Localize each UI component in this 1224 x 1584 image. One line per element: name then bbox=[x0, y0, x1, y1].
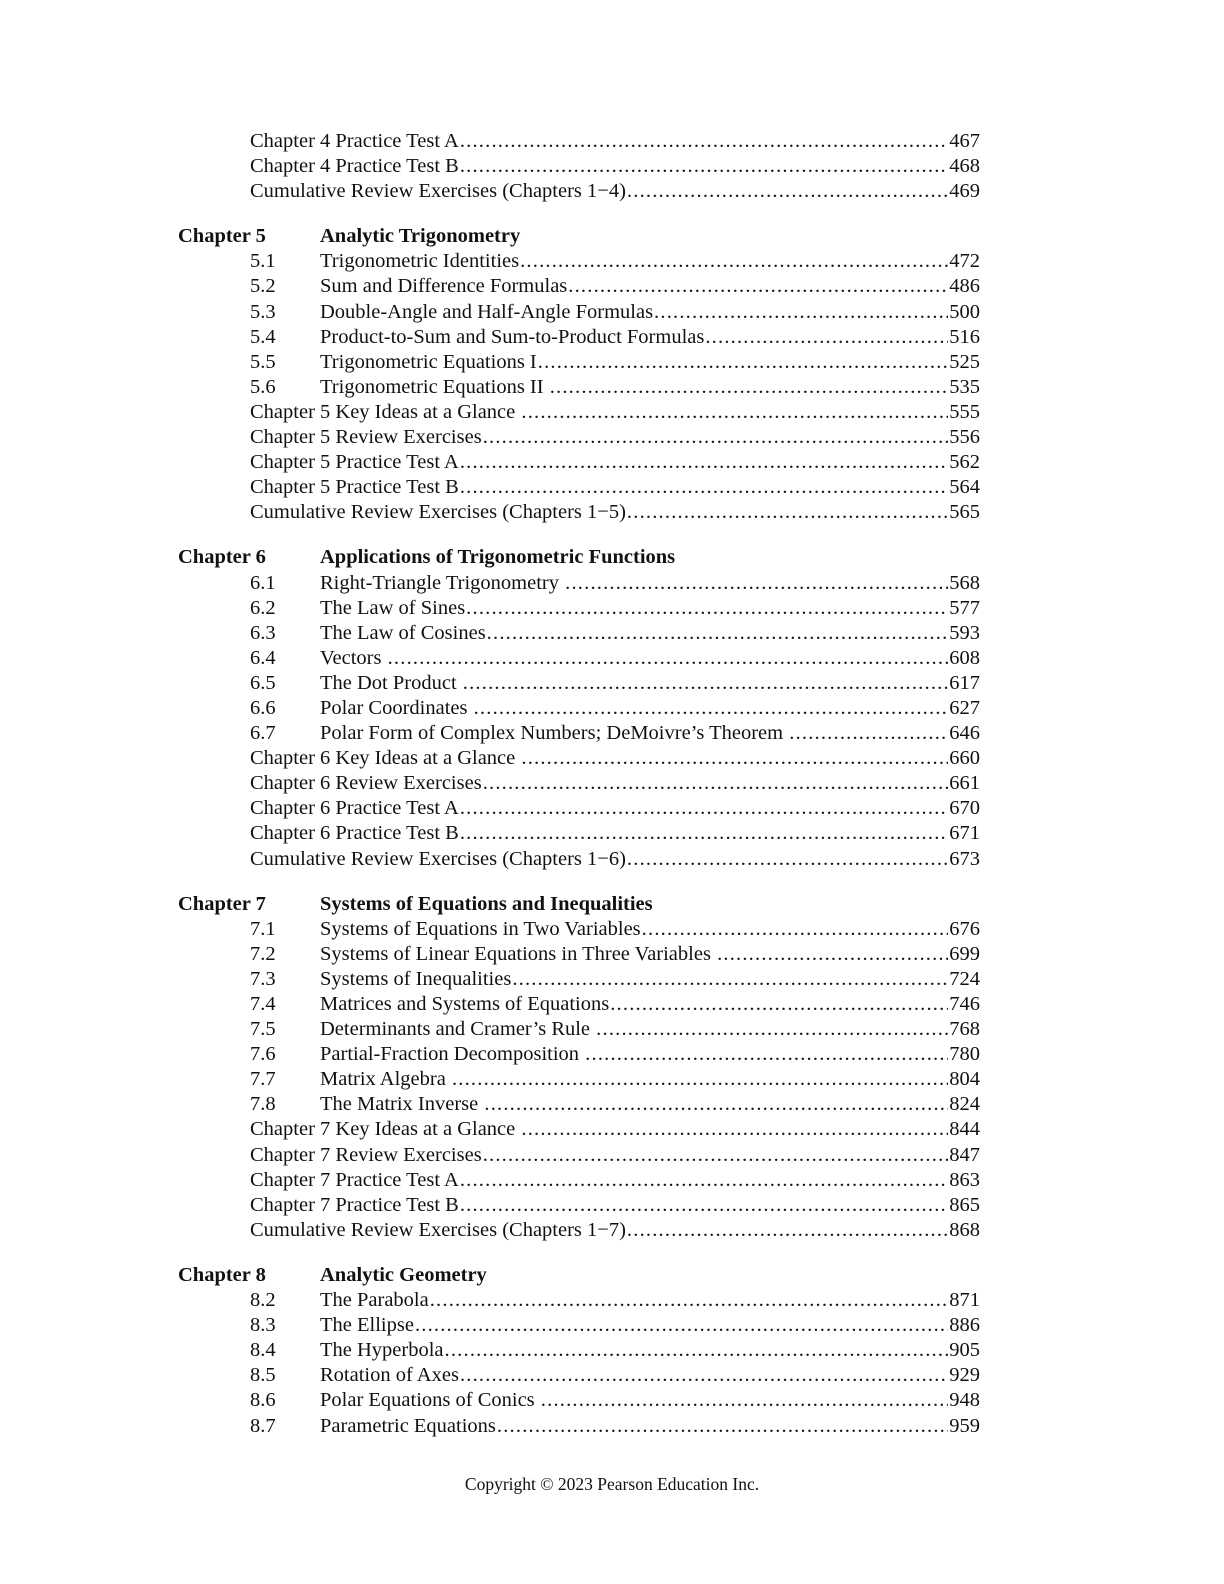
entry-title[interactable]: Chapter 4 Practice Test A bbox=[250, 130, 459, 152]
toc-entry[interactable] bbox=[178, 917, 980, 942]
dot-leader bbox=[415, 1313, 948, 1338]
toc-entry[interactable] bbox=[178, 646, 980, 671]
page-number[interactable]: 661 bbox=[949, 772, 980, 795]
page-number[interactable]: 959 bbox=[949, 1414, 980, 1437]
page-number[interactable]: 577 bbox=[949, 596, 980, 619]
section-number: 6.6 bbox=[250, 696, 276, 719]
dot-leader bbox=[484, 1092, 948, 1117]
page-number[interactable]: 865 bbox=[949, 1193, 980, 1216]
toc-entry[interactable] bbox=[178, 1193, 980, 1218]
entry-title[interactable]: The Law of Sines bbox=[320, 596, 466, 619]
dot-leader bbox=[388, 646, 949, 671]
dot-leader bbox=[445, 1338, 949, 1363]
toc-entry[interactable] bbox=[178, 1067, 980, 1092]
section-number: 5.3 bbox=[250, 300, 276, 323]
toc-entry[interactable] bbox=[178, 475, 980, 500]
page-number[interactable]: 608 bbox=[949, 646, 980, 669]
dot-leader bbox=[789, 721, 948, 746]
toc-entry[interactable] bbox=[178, 249, 980, 274]
entry-title[interactable]: The Dot Product bbox=[320, 671, 462, 694]
entry-title[interactable]: Right-Triangle Trigonometry bbox=[320, 571, 565, 594]
dot-leader bbox=[497, 1414, 948, 1439]
page-number[interactable]: 724 bbox=[949, 967, 980, 990]
dot-leader bbox=[483, 425, 949, 450]
entry-title[interactable]: Trigonometric Equations II bbox=[320, 375, 549, 398]
page-number[interactable]: 468 bbox=[949, 155, 980, 178]
section-number: 8.6 bbox=[250, 1389, 276, 1412]
toc-entry[interactable] bbox=[178, 796, 980, 821]
page-number[interactable]: 676 bbox=[949, 917, 980, 940]
dot-leader bbox=[460, 796, 948, 821]
dot-leader bbox=[520, 249, 948, 274]
page-number[interactable]: 671 bbox=[949, 822, 980, 845]
chapter-label: Chapter 5 bbox=[178, 225, 266, 248]
toc-entry[interactable] bbox=[178, 129, 980, 154]
table-of-contents bbox=[178, 129, 980, 1439]
page-number[interactable]: 948 bbox=[949, 1389, 980, 1412]
page-number[interactable]: 486 bbox=[949, 275, 980, 298]
entry-title[interactable]: Matrix Algebra bbox=[320, 1068, 451, 1091]
dot-leader bbox=[550, 375, 949, 400]
entry-title[interactable]: Chapter 6 Practice Test B bbox=[250, 822, 459, 845]
toc-entry[interactable] bbox=[178, 1143, 980, 1168]
dot-leader bbox=[430, 1288, 949, 1313]
entry-title[interactable]: Chapter 7 Review Exercises bbox=[250, 1143, 482, 1166]
toc-entry[interactable] bbox=[178, 325, 980, 350]
dot-leader bbox=[460, 1363, 948, 1388]
dot-leader bbox=[460, 1168, 948, 1193]
section-number: 6.5 bbox=[250, 671, 276, 694]
page-number[interactable]: 593 bbox=[949, 621, 980, 644]
section-number: 7.4 bbox=[250, 993, 276, 1015]
chapter-label: Chapter 6 bbox=[178, 546, 266, 569]
section-number: 7.5 bbox=[250, 1018, 276, 1041]
entry-title[interactable]: Chapter 7 Practice Test A bbox=[250, 1168, 459, 1191]
chapter-heading bbox=[178, 892, 980, 917]
section-number: 8.2 bbox=[250, 1289, 276, 1312]
toc-entry[interactable] bbox=[178, 1313, 980, 1338]
entry-title[interactable]: Systems of Equations in Two Variables bbox=[320, 917, 641, 940]
chapter-title: Analytic Geometry bbox=[320, 1263, 487, 1286]
toc-entry[interactable] bbox=[178, 746, 980, 771]
page-number[interactable]: 617 bbox=[949, 671, 980, 694]
toc-entry[interactable] bbox=[178, 300, 980, 325]
toc-entry[interactable] bbox=[178, 771, 980, 796]
toc-entry[interactable] bbox=[178, 671, 980, 696]
entry-title[interactable]: Determinants and Cramer’s Rule bbox=[320, 1018, 596, 1041]
entry-title[interactable]: Chapter 7 Key Ideas at a Glance bbox=[250, 1118, 521, 1141]
section-number: 8.7 bbox=[250, 1414, 276, 1437]
dot-leader bbox=[460, 154, 948, 179]
entry-title[interactable]: Product-to-Sum and Sum-to-Product Formulas bbox=[320, 325, 705, 348]
section-number: 6.1 bbox=[250, 571, 276, 594]
page-number[interactable]: 568 bbox=[949, 571, 980, 594]
toc-entry[interactable] bbox=[178, 571, 980, 596]
dot-leader bbox=[483, 1143, 949, 1168]
page-number[interactable]: 768 bbox=[949, 1018, 980, 1041]
toc-entry[interactable] bbox=[178, 992, 980, 1017]
dot-leader bbox=[568, 274, 948, 299]
dot-leader bbox=[596, 1017, 948, 1042]
dot-leader bbox=[460, 821, 948, 846]
section-number: 8.3 bbox=[250, 1314, 276, 1337]
section-number: 6.4 bbox=[250, 646, 276, 669]
dot-leader bbox=[654, 300, 948, 325]
toc-entry[interactable] bbox=[178, 1288, 980, 1313]
toc-entry[interactable] bbox=[178, 154, 980, 179]
entry-title[interactable]: Chapter 5 Practice Test A bbox=[250, 451, 459, 474]
toc-entry[interactable] bbox=[178, 621, 980, 646]
page-number[interactable]: 555 bbox=[949, 400, 980, 423]
dot-leader bbox=[452, 1067, 948, 1092]
page-number[interactable]: 670 bbox=[949, 797, 980, 820]
section-number: 6.7 bbox=[250, 722, 276, 745]
section-number: 8.4 bbox=[250, 1339, 276, 1362]
dot-leader bbox=[460, 475, 948, 500]
entry-title[interactable]: Cumulative Review Exercises (Chapters 1−7) bbox=[250, 1218, 626, 1241]
dot-leader bbox=[627, 847, 948, 872]
entry-title[interactable]: Chapter 6 Review Exercises bbox=[250, 772, 482, 795]
toc-entry[interactable] bbox=[178, 400, 980, 425]
entry-title[interactable]: The Matrix Inverse bbox=[320, 1093, 484, 1116]
toc-entry[interactable] bbox=[178, 1388, 980, 1413]
dot-leader bbox=[521, 400, 948, 425]
dot-leader bbox=[460, 1193, 948, 1218]
entry-title[interactable]: Sum and Difference Formulas bbox=[320, 275, 568, 298]
chapter-label: Chapter 7 bbox=[178, 892, 266, 915]
dot-leader bbox=[460, 450, 948, 475]
page-number[interactable]: 469 bbox=[949, 180, 980, 203]
chapter-label: Chapter 8 bbox=[178, 1263, 266, 1286]
entry-title[interactable]: Trigonometric Equations I bbox=[320, 350, 537, 373]
section-number: 5.6 bbox=[250, 375, 276, 398]
section-number: 6.2 bbox=[250, 596, 276, 619]
entry-title[interactable]: Chapter 6 Practice Test A bbox=[250, 797, 459, 820]
page-number[interactable]: 627 bbox=[949, 696, 980, 719]
entry-title[interactable]: Polar Form of Complex Numbers; DeMoivre’s Theorem bbox=[320, 722, 789, 745]
toc-entry[interactable] bbox=[178, 1117, 980, 1142]
chapter-title: Applications of Trigonometric Functions bbox=[320, 546, 676, 569]
dot-leader bbox=[541, 1388, 948, 1413]
entry-title[interactable]: Polar Coordinates bbox=[320, 696, 473, 719]
dot-leader bbox=[627, 500, 948, 525]
section-number: 7.2 bbox=[250, 942, 276, 965]
toc-entry[interactable] bbox=[178, 1042, 980, 1067]
entry-title[interactable]: Cumulative Review Exercises (Chapters 1−6) bbox=[250, 847, 626, 870]
dot-leader bbox=[585, 1042, 948, 1067]
section-number: 7.8 bbox=[250, 1093, 276, 1116]
page-number[interactable]: 535 bbox=[949, 375, 980, 398]
entry-title[interactable]: The Law of Cosines bbox=[320, 621, 486, 644]
section-number: 5.5 bbox=[250, 350, 276, 373]
toc-entry[interactable] bbox=[178, 596, 980, 621]
page-number[interactable]: 472 bbox=[949, 250, 980, 273]
toc-entry[interactable] bbox=[178, 967, 980, 992]
toc-entry[interactable] bbox=[178, 425, 980, 450]
page-number[interactable]: 929 bbox=[949, 1364, 980, 1387]
entry-title[interactable]: Vectors bbox=[320, 646, 387, 669]
dot-leader bbox=[483, 771, 949, 796]
toc-entry[interactable] bbox=[178, 450, 980, 475]
page-number[interactable]: 868 bbox=[949, 1218, 980, 1241]
page-number[interactable]: 699 bbox=[949, 942, 980, 965]
section-number: 5.4 bbox=[250, 325, 276, 348]
toc-entry[interactable] bbox=[178, 1168, 980, 1193]
section-number: 6.3 bbox=[250, 621, 276, 644]
dot-leader bbox=[627, 179, 948, 204]
entry-title[interactable]: Double-Angle and Half-Angle Formulas bbox=[320, 300, 654, 323]
entry-title[interactable]: Rotation of Axes bbox=[320, 1364, 459, 1387]
chapter-title: Systems of Equations and Inequalities bbox=[320, 892, 653, 915]
dot-leader bbox=[474, 696, 949, 721]
page-number[interactable]: 516 bbox=[949, 325, 980, 348]
toc-entry[interactable] bbox=[178, 179, 980, 204]
entry-title[interactable]: Systems of Inequalities bbox=[320, 967, 512, 990]
toc-entry[interactable] bbox=[178, 1218, 980, 1243]
entry-title[interactable]: Matrices and Systems of Equations bbox=[320, 993, 610, 1015]
toc-entry[interactable] bbox=[178, 350, 980, 375]
dot-leader bbox=[627, 1218, 948, 1243]
chapter-title: Analytic Trigonometry bbox=[320, 225, 521, 248]
dot-leader bbox=[512, 967, 948, 992]
toc-entry[interactable] bbox=[178, 274, 980, 299]
page-number[interactable]: 804 bbox=[949, 1068, 980, 1091]
page-number[interactable]: 871 bbox=[949, 1289, 980, 1312]
toc-entry[interactable] bbox=[178, 1338, 980, 1363]
entry-title[interactable]: The Parabola bbox=[320, 1289, 429, 1312]
entry-title[interactable]: The Hyperbola bbox=[320, 1339, 444, 1362]
entry-title[interactable]: Chapter 5 Review Exercises bbox=[250, 426, 482, 449]
toc-entry[interactable] bbox=[178, 696, 980, 721]
toc-entry[interactable] bbox=[178, 1363, 980, 1388]
section-number: 5.2 bbox=[250, 275, 276, 298]
chapter-heading bbox=[178, 1263, 980, 1288]
section-number: 7.1 bbox=[250, 917, 276, 940]
page-number[interactable]: 467 bbox=[949, 130, 980, 152]
page-number[interactable]: 847 bbox=[949, 1143, 980, 1166]
entry-title[interactable]: The Ellipse bbox=[320, 1314, 414, 1337]
entry-title[interactable]: Cumulative Review Exercises (Chapters 1−5) bbox=[250, 501, 626, 524]
toc-entry[interactable] bbox=[178, 1092, 980, 1117]
dot-leader bbox=[538, 350, 948, 375]
section-number: 5.1 bbox=[250, 250, 276, 273]
dot-leader bbox=[466, 596, 948, 621]
entry-title[interactable]: Chapter 5 Key Ideas at a Glance bbox=[250, 400, 521, 423]
page-number[interactable]: 564 bbox=[949, 476, 980, 499]
entry-title[interactable]: Polar Equations of Conics bbox=[320, 1389, 540, 1412]
toc-entry[interactable] bbox=[178, 721, 980, 746]
toc-entry[interactable] bbox=[178, 375, 980, 400]
entry-title[interactable]: Systems of Linear Equations in Three Variables bbox=[320, 942, 717, 965]
toc-entry[interactable] bbox=[178, 1017, 980, 1042]
toc-entry[interactable] bbox=[178, 1414, 980, 1439]
dot-leader bbox=[521, 1117, 948, 1142]
page-number[interactable]: 556 bbox=[949, 426, 980, 449]
page-number[interactable]: 824 bbox=[949, 1093, 980, 1116]
page-number[interactable]: 525 bbox=[949, 350, 980, 373]
dot-leader bbox=[705, 325, 948, 350]
entry-title[interactable]: Cumulative Review Exercises (Chapters 1−4) bbox=[250, 180, 626, 203]
dot-leader bbox=[565, 571, 948, 596]
dot-leader bbox=[521, 746, 948, 771]
chapter-heading bbox=[178, 224, 980, 249]
entry-title[interactable]: Trigonometric Identities bbox=[320, 250, 520, 273]
dot-leader bbox=[460, 129, 948, 154]
dot-leader bbox=[610, 992, 948, 1017]
entry-title[interactable]: Chapter 5 Practice Test B bbox=[250, 476, 459, 499]
dot-leader bbox=[487, 621, 949, 646]
page-number[interactable]: 565 bbox=[949, 501, 980, 524]
dot-leader bbox=[463, 671, 948, 696]
entry-title[interactable]: Partial-Fraction Decomposition bbox=[320, 1043, 585, 1066]
section-number: 7.6 bbox=[250, 1043, 276, 1066]
section-number: 7.3 bbox=[250, 967, 276, 990]
dot-leader bbox=[717, 942, 948, 967]
toc-entry[interactable] bbox=[178, 821, 980, 846]
page-number[interactable]: 646 bbox=[949, 722, 980, 745]
dot-leader bbox=[642, 917, 949, 942]
page-number[interactable]: 660 bbox=[949, 747, 980, 770]
page-number[interactable]: 746 bbox=[949, 993, 980, 1015]
toc-entry[interactable] bbox=[178, 942, 980, 967]
copyright-footer: Copyright © 2023 Pearson Education Inc. bbox=[464, 1474, 760, 1494]
toc-entry[interactable] bbox=[178, 500, 980, 525]
section-number: 8.5 bbox=[250, 1364, 276, 1387]
page-number[interactable]: 863 bbox=[949, 1168, 980, 1191]
section-number: 7.7 bbox=[250, 1068, 276, 1091]
page-number[interactable]: 500 bbox=[949, 300, 980, 323]
page-number[interactable]: 780 bbox=[949, 1043, 980, 1066]
entry-title[interactable]: Chapter 4 Practice Test B bbox=[250, 155, 459, 178]
page-number[interactable]: 905 bbox=[949, 1339, 980, 1362]
toc-entry[interactable] bbox=[178, 847, 980, 872]
entry-title[interactable]: Chapter 7 Practice Test B bbox=[250, 1193, 459, 1216]
chapter-heading bbox=[178, 545, 980, 570]
page-number[interactable]: 562 bbox=[949, 451, 980, 474]
page-number[interactable]: 886 bbox=[949, 1314, 980, 1337]
page-number[interactable]: 844 bbox=[949, 1118, 980, 1141]
page-number[interactable]: 673 bbox=[949, 847, 980, 870]
entry-title[interactable]: Parametric Equations bbox=[320, 1414, 496, 1437]
entry-title[interactable]: Chapter 6 Key Ideas at a Glance bbox=[250, 747, 521, 770]
